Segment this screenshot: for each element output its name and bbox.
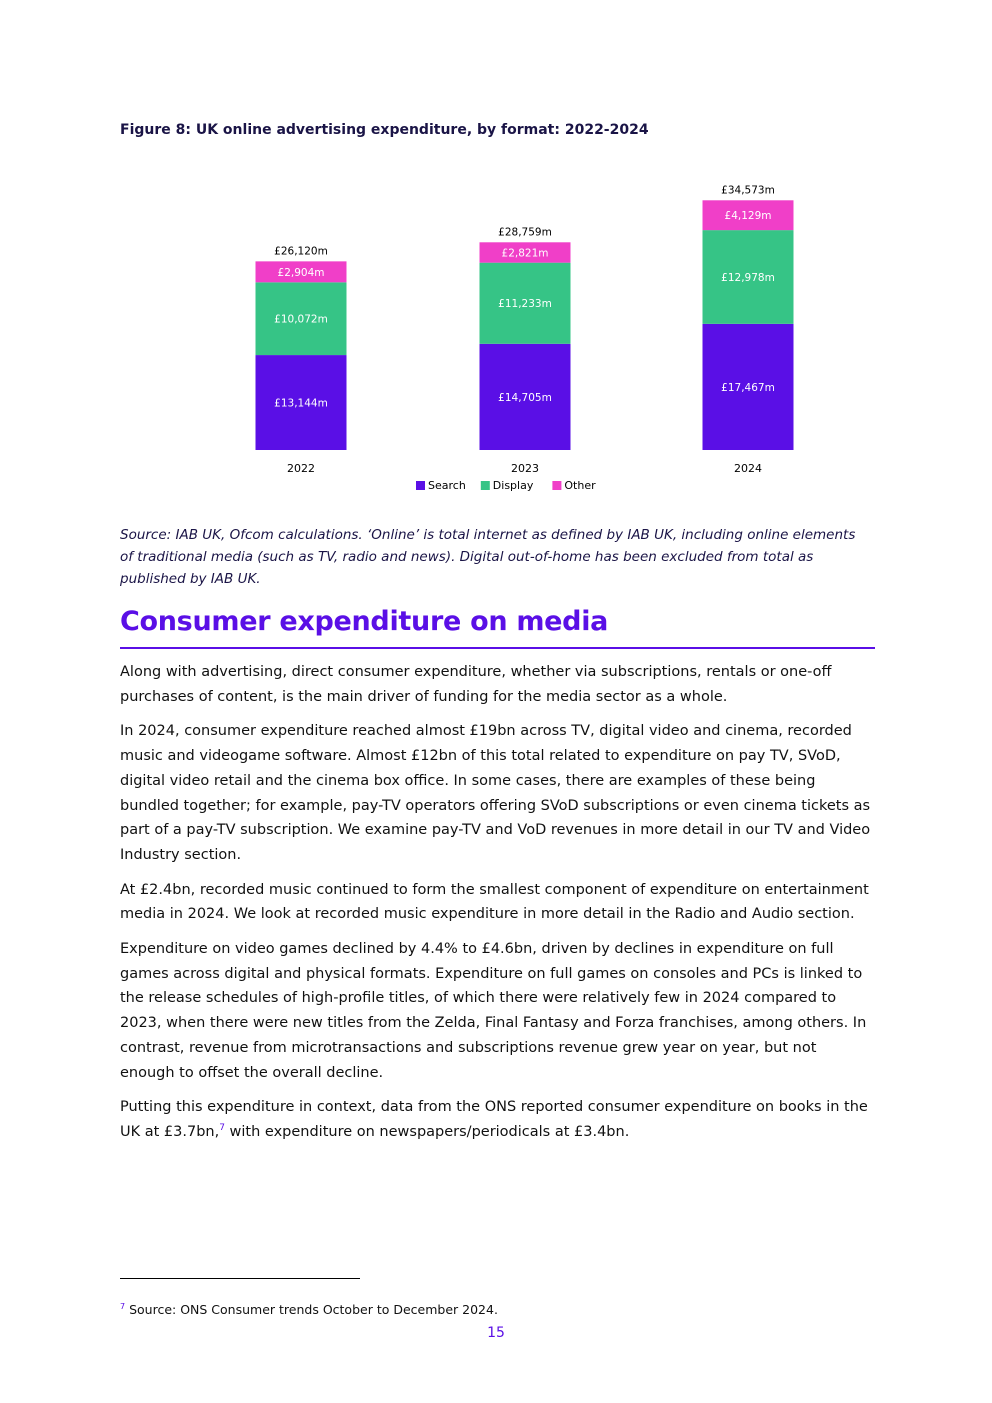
paragraph-2: In 2024, consumer expenditure reached almost £19bn across TV, digital video and cinema, recorded music and videogame software. Almost £12bn of this total related to expenditure on pay TV, SVoD, digital video retail and the cinema box office. In some cases, there are examples of these being bundled together; for example, pay-TV operators offering SVoD subscriptions or even cinema tickets as part of a pay-TV subscription. We examine pay-TV and VoD revenues in more detail in our TV and Video Industry section. — [120, 723, 871, 863]
total-label-2024: £34,573m — [721, 184, 775, 197]
footnote-rule — [120, 1278, 360, 1279]
data-label-other-2023: £2,821m — [501, 247, 549, 260]
data-label-display-2024: £12,978m — [721, 271, 775, 284]
legend-swatch-search — [416, 481, 425, 490]
footnote-ref[interactable]: 7 — [219, 1123, 225, 1134]
legend-label-display: Display — [492, 479, 534, 492]
paragraph-5 — [120, 1095, 875, 1144]
data-label-display-2023: £11,233m — [498, 298, 552, 311]
paragraph-5-text-b: with expenditure on newspapers/periodicals at £3.4bn. — [224, 1123, 630, 1140]
legend-label-other: Other — [564, 479, 596, 492]
x-tick-label-2022: 2022 — [287, 462, 315, 475]
footnote-text: Source: ONS Consumer trends October to December 2024. — [129, 1302, 498, 1318]
x-tick-label-2023: 2023 — [511, 462, 539, 475]
total-label-2023: £28,759m — [498, 226, 552, 239]
page-number: 15 — [487, 1325, 505, 1341]
data-label-other-2022: £2,904m — [277, 266, 325, 279]
data-label-display-2022: £10,072m — [274, 313, 328, 326]
section-heading: Consumer expenditure on media — [120, 606, 609, 637]
x-tick-label-2024: 2024 — [734, 462, 762, 475]
paragraph-1: Along with advertising, direct consumer expenditure, whether via subscriptions, rentals or one-off purchases of content, is the main driver of funding for the media sector as a whole. — [120, 664, 832, 705]
data-label-search-2022: £13,144m — [274, 397, 328, 410]
legend-swatch-display — [481, 481, 490, 490]
footnote — [120, 1302, 498, 1317]
paragraph-3: At £2.4bn, recorded music continued to form the smallest component of expenditure on entertainment media in 2024. We look at recorded music expenditure in more detail in the Radio and Audio section. — [120, 881, 869, 923]
data-label-search-2024: £17,467m — [721, 381, 775, 394]
data-label-search-2023: £14,705m — [498, 391, 552, 404]
paragraph-5-text-a: Putting this expenditure in context, data from the ONS reported consumer expenditure on books in the UK at £3.7bn, — [120, 1099, 868, 1140]
heading-rule — [120, 647, 875, 649]
figure-source: Source: IAB UK, Ofcom calculations. ‘Online’ is total internet as defined by IAB UK, including online elements of traditional media (such as TV, radio and news). Digital out-of-home has been excluded from total as published by IAB UK. — [120, 527, 856, 587]
stacked-bar-chart — [120, 175, 872, 515]
paragraph-4: Expenditure on video games declined by 4.4% to £4.6bn, driven by declines in expenditure on full games across digital and physical formats. Expenditure on full games on consoles and PCs is linked to the release schedules of high-profile titles, of which there were relatively few in 2024 compared to 2023, when there were new titles from the Zelda, Final Fantasy and Forza franchises, among others. In contrast, revenue from microtransactions and subscriptions revenue grew year on year, but not enough to offset the overall decline. — [120, 941, 867, 1081]
legend-label-search: Search — [428, 479, 466, 492]
data-label-other-2024: £4,129m — [724, 210, 772, 223]
figure-title: Figure 8: UK online advertising expenditure, by format: 2022-2024 — [120, 122, 649, 138]
section-body — [120, 660, 875, 1155]
legend-swatch-other — [552, 481, 561, 490]
footnote-number: 7 — [120, 1302, 126, 1311]
total-label-2022: £26,120m — [274, 245, 328, 258]
